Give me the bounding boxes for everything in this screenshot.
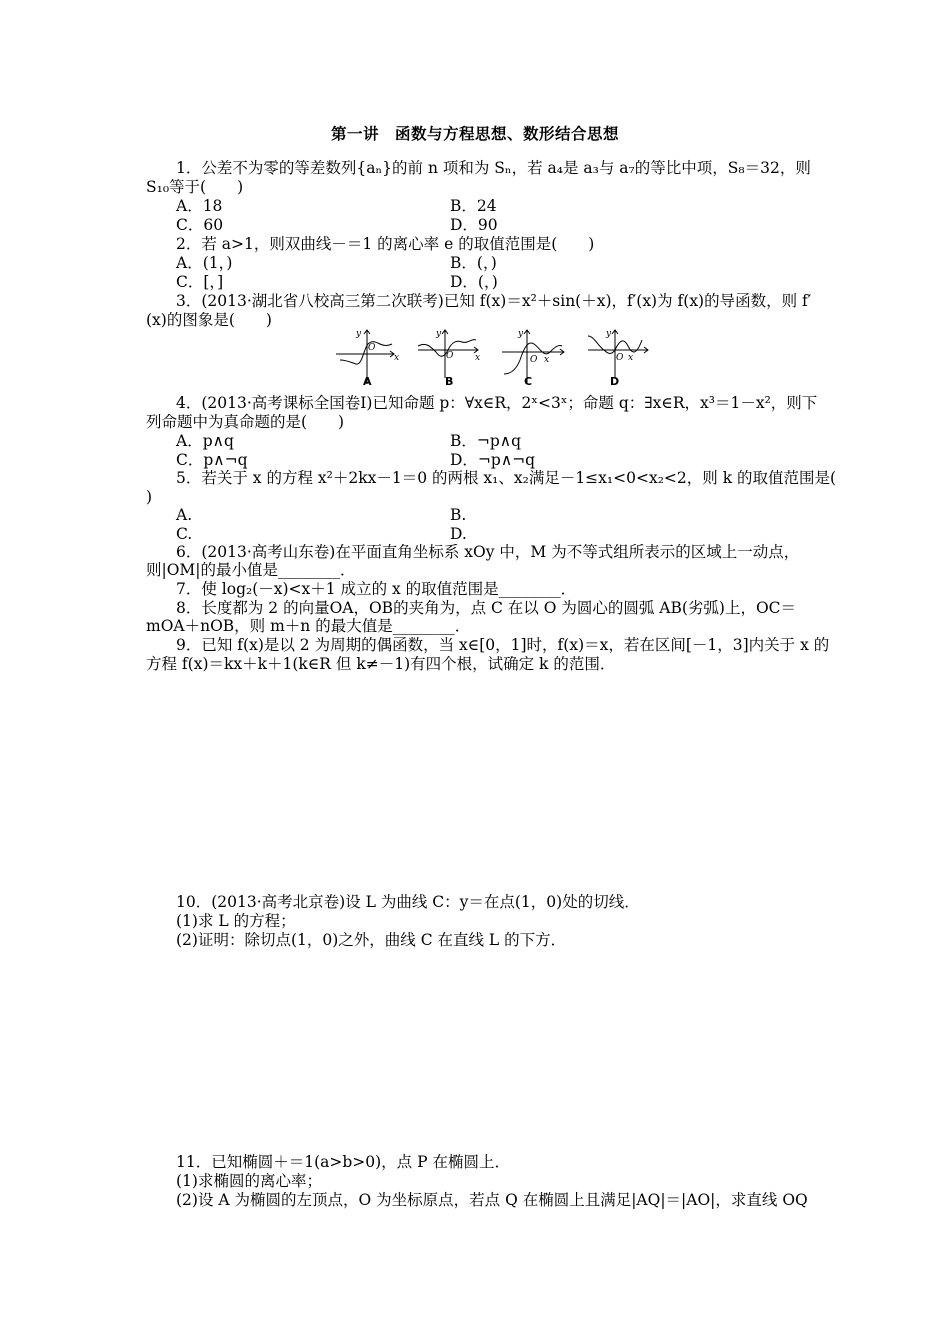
graph-label-b: B [445, 375, 454, 388]
page-title: 第一讲 函数与方程思想、数形结合思想 [330, 124, 619, 143]
q5-stem-line1: 5．若关于 x 的方程 x²＋2kx－1＝0 的两根 x₁、x₂满足－1≤x₁<0<x₂<2，则 k 的取值范围是( [176, 469, 837, 487]
q5-option-b: B. [450, 506, 467, 524]
q1-option-c: C．60 [176, 216, 224, 234]
q7-stem-line1: 7．使 log₂(－x)<x＋1 成立的 x 的取值范围是________． [176, 580, 577, 598]
graph-c [502, 329, 564, 384]
graph-label-d: D [610, 375, 620, 388]
graph-b [418, 329, 480, 378]
svg-text:y: y [518, 329, 524, 339]
graph-label-c: C [524, 375, 533, 388]
q3-option-graphs [332, 326, 652, 388]
svg-text:O: O [530, 355, 538, 365]
q1-option-b: B．24 [450, 197, 497, 215]
q2-option-c: C．[，] [176, 273, 224, 291]
svg-text:x: x [544, 355, 550, 365]
q8-stem-line1: 8．长度都为 2 的向量OA，OB的夹角为，点 C 在以 O 为圆心的圆弧 AB(劣弧)上，OC＝ [176, 599, 797, 617]
q4-stem-line2: 列命题中为真命题的是( ) [146, 413, 345, 431]
graph-d [588, 329, 648, 378]
q4-option-c: C．p∧¬q [176, 451, 248, 469]
q1-stem-line2: S₁₀等于( ) [146, 178, 244, 196]
q6-stem-line1: 6．(2013·高考山东卷)在平面直角坐标系 xOy 中，M 为不等式组所表示的区域上一动点， [176, 543, 800, 561]
q10-part2: (2)证明：除切点(1，0)之外，曲线 C 在直线 L 的下方． [176, 931, 567, 949]
q8-stem-line2: mOA＋nOB，则 m＋n 的最大值是________． [146, 617, 471, 635]
q2-stem-line1: 2．若 a>1，则双曲线－＝1 的离心率 e 的取值范围是( ) [176, 235, 595, 253]
graph-label-a: A [363, 375, 372, 388]
q10-stem-line1: 10．(2013·高考北京卷)设 L 为曲线 C：y＝在点(1，0)处的切线． [176, 893, 640, 911]
svg-text:x: x [628, 353, 634, 363]
svg-text:y: y [356, 329, 362, 339]
q4-option-a: A．p∧q [176, 432, 234, 450]
q11-stem-line1: 11．已知椭圆＋＝1(a>b>0)，点 P 在椭圆上． [176, 1153, 510, 1171]
q3-stem-line2: (x)的图象是( ) [146, 311, 272, 329]
q5-stem-line2: ) [146, 488, 153, 506]
q4-stem-line1: 4．(2013·高考课标全国卷Ⅰ)已知命题 p：∀x∈R，2ˣ<3ˣ；命题 q：∃x∈R，x³＝1－x²，则下 [176, 394, 818, 412]
q1-option-a: A．18 [176, 197, 223, 215]
svg-text:O: O [446, 351, 454, 361]
q11-part1: (1)求椭圆的离心率； [176, 1172, 322, 1190]
q1-option-d: D．90 [450, 216, 498, 234]
svg-text:x: x [475, 353, 481, 363]
q5-option-a: A. [176, 506, 193, 524]
svg-text:y: y [606, 329, 612, 339]
q2-option-b: B．(，) [450, 254, 497, 272]
q4-option-b: B．¬p∧q [450, 432, 522, 450]
svg-text:O: O [368, 343, 376, 353]
q4-option-d: D．¬p∧¬q [450, 451, 536, 469]
q2-option-d: D．(，) [450, 273, 498, 291]
q9-stem-line1: 9．已知 f(x)是以 2 为周期的偶函数，当 x∈[0，1]时，f(x)＝x，若在区间[－1，3]内关于 x 的 [176, 636, 830, 654]
q10-part1: (1)求 L 的方程； [176, 912, 296, 930]
q1-stem-line1: 1．公差不为零的等差数列{aₙ}的前 n 项和为 Sₙ，若 a₄是 a₃与 a₇的等比中项，S₈＝32，则 [176, 159, 811, 177]
svg-text:x: x [394, 353, 400, 363]
svg-text:y: y [436, 329, 442, 339]
q5-option-d: D. [450, 525, 467, 543]
q9-stem-line2: 方程 f(x)＝kx＋k＋1(k∈R 但 k≠－1)有四个根，试确定 k 的范围． [146, 655, 616, 673]
q6-stem-line2: 则|OM|的最小值是________． [146, 561, 356, 579]
q5-option-c: C. [176, 525, 193, 543]
q2-option-a: A．(1，) [176, 254, 233, 272]
q3-stem-line1: 3．(2013·湖北省八校高三第二次联考)已知 f(x)＝x²＋sin(＋x)，f′(x)为 f(x)的导函数，则 f′ [176, 292, 812, 310]
q11-part2: (2)设 A 为椭圆的左顶点，O 为坐标原点，若点 Q 在椭圆上且满足|AQ|＝|AO|，求直线 OQ [176, 1191, 808, 1209]
svg-text:O: O [616, 353, 624, 363]
